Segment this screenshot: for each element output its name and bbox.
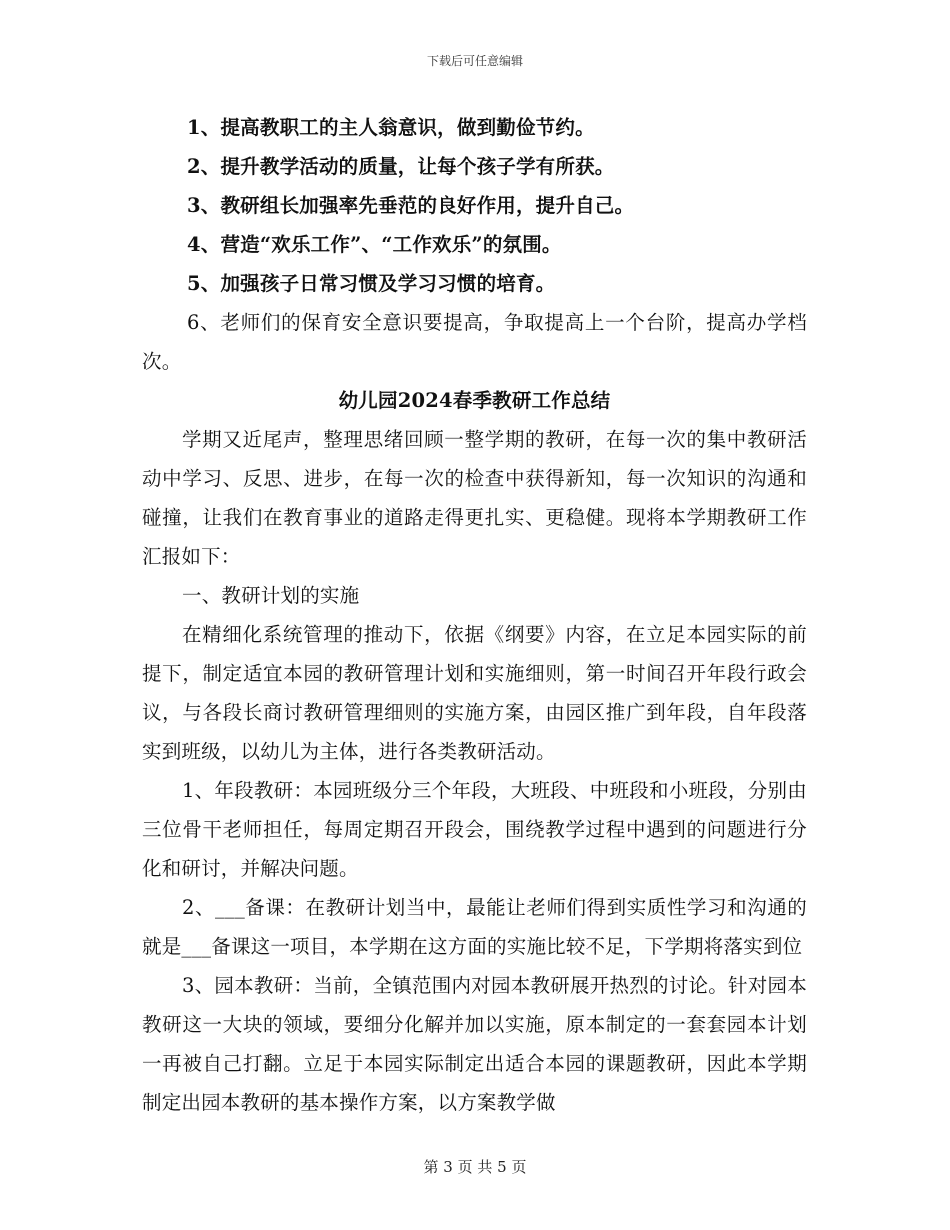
list-item-3: 3、教研组长加强率先垂范的良好作用，提升自己。 bbox=[187, 194, 635, 217]
list-item-6: 6、老师们的保育安全意识要提高，争取提高上一个台阶，提高办学档次。 bbox=[142, 311, 807, 373]
page-header: 下载后可任意编辑 bbox=[426, 54, 523, 68]
document-body bbox=[142, 108, 807, 1122]
document-title: 幼儿园2024春季教研工作总结 bbox=[338, 389, 611, 412]
paragraph-grade-research: 1、年段教研：本园班级分三个年段，大班段、中班段和小班段，分别由三位骨干老师担任，每周定期召开段会，围绕教学过程中遇到的问题进行分化和研讨，并解决问题。 bbox=[142, 779, 807, 880]
list-item-4: 4、营造“欢乐工作”、“工作欢乐”的氛围。 bbox=[187, 233, 562, 256]
section-heading-1: 一、教研计划的实施 bbox=[182, 584, 360, 607]
paragraph-plan: 在精细化系统管理的推动下，依据《纲要》内容，在立足本园实际的前提下，制定适宜本园的教研管理计划和实施细则，第一时间召开年段行政会议，与各段长商讨教研管理细则的实施方案，由园区推广到年段，自年段落实到班级，以幼儿为主体，进行各类教研活动。 bbox=[142, 623, 807, 763]
list-item-2: 2、提升教学活动的质量，让每个孩子学有所获。 bbox=[187, 155, 615, 178]
list-item-1: 1、提高教职工的主人翁意识，做到勤俭节约。 bbox=[187, 116, 595, 139]
page-footer: 第 3 页 共 5 页 bbox=[423, 1158, 527, 1176]
paragraph-lesson-prep: 2、___备课：在教研计划当中，最能让老师们得到实质性学习和沟通的就是___备课这一项目，本学期在这方面的实施比较不足，下学期将落实到位 bbox=[142, 896, 807, 958]
intro-paragraph: 学期又近尾声，整理思绪回顾一整学期的教研，在每一次的集中教研活动中学习、反思、进步，在每一次的检查中获得新知，每一次知识的沟通和碰撞，让我们在教育事业的道路走得更扎实、更稳健。现将本学期教研工作汇报如下： bbox=[142, 428, 807, 568]
list-item-5: 5、加强孩子日常习惯及学习习惯的培育。 bbox=[187, 272, 556, 295]
paragraph-school-research: 3、园本教研：当前，全镇范围内对园本教研展开热烈的讨论。针对园本教研这一大块的领域，要细分化解并加以实施，原本制定的一套套园本计划一再被自己打翻。立足于本园实际制定出适合本园的课题教研，因此本学期制定出园本教研的基本操作方案，以方案教学做 bbox=[142, 974, 807, 1114]
